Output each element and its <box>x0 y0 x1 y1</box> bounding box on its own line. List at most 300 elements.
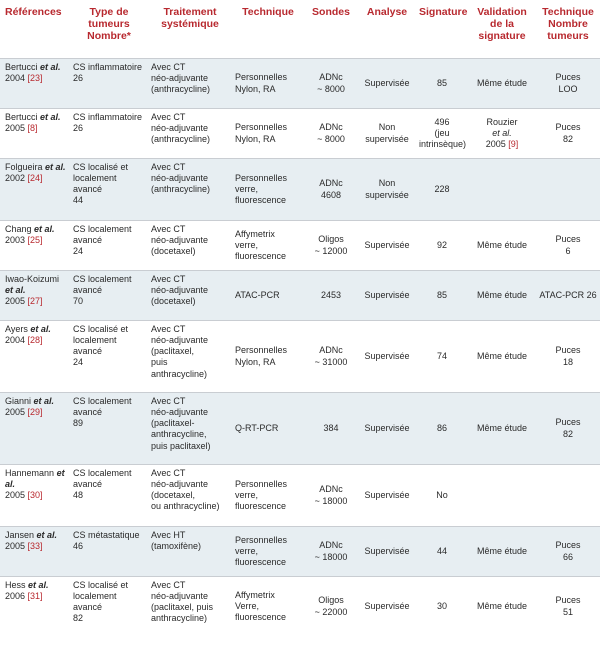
reference-etal: et al. <box>40 111 61 122</box>
tumor-line: avancé <box>73 478 103 489</box>
analysis-line: Supervisée <box>364 545 410 556</box>
tumor-line: avancé <box>73 346 103 357</box>
cell-analysis <box>358 320 416 392</box>
reference-author: Bertucci <box>5 61 38 72</box>
technique-line: verre, <box>235 545 259 556</box>
cell-probes <box>304 392 358 464</box>
reference-etal: et al. <box>40 61 61 72</box>
table-row <box>0 392 600 464</box>
treatment-line: (docetaxel) <box>151 296 196 307</box>
technique-count-line: 6 <box>565 245 571 256</box>
technique-count-line: Puces <box>555 345 581 356</box>
cell-validation <box>468 158 536 220</box>
technique-count-line: 51 <box>562 606 573 617</box>
technique-line: Affymetrix <box>235 228 275 239</box>
cell-signature <box>416 320 468 392</box>
reference-author: Ayers <box>5 323 28 334</box>
probes-line: Oligos <box>318 234 344 245</box>
reference-author: Bertucci <box>5 111 38 122</box>
reference-author-line <box>5 62 67 73</box>
treatment-line: Avec CT <box>151 395 186 406</box>
cell-treatment <box>148 58 232 108</box>
reference-citation-link[interactable]: [33] <box>27 540 43 551</box>
cell-probes <box>304 270 358 320</box>
treatment-line: néo-adjuvante <box>151 406 209 417</box>
treatment-line: Avec CT <box>151 223 186 234</box>
reference-year-line <box>5 490 67 501</box>
signature-line: (jeu <box>434 127 450 138</box>
table-row <box>0 320 600 392</box>
validation-line <box>471 128 533 139</box>
treatment-line: Avec CT <box>151 61 186 72</box>
cell-treatment <box>148 526 232 576</box>
treatment-line: néo-adjuvante <box>151 122 209 133</box>
probes-line: ~ 18000 <box>314 495 348 506</box>
reference-year: 2005 <box>5 490 26 501</box>
signature-line: 228 <box>434 183 450 194</box>
probes-line: ~ 22000 <box>314 606 348 617</box>
cell-signature <box>416 526 468 576</box>
cell-treatment <box>148 392 232 464</box>
treatment-line: (anthracycline) <box>151 184 211 195</box>
reference-year: 2005 <box>5 540 26 551</box>
technique-count-line: Puces <box>555 540 581 551</box>
header-technique: Technique <box>232 0 304 58</box>
cell-signature <box>416 108 468 158</box>
cell-validation <box>468 108 536 158</box>
table-row <box>0 464 600 526</box>
cell-treatment <box>148 220 232 270</box>
cell-tumor-type <box>70 220 148 270</box>
cell-tumor-type <box>70 158 148 220</box>
cell-validation <box>468 576 536 636</box>
tumor-line: CS localisé et <box>73 323 129 334</box>
cell-technique <box>232 464 304 526</box>
analysis-line: supervisée <box>365 133 409 144</box>
cell-reference <box>0 464 70 526</box>
technique-line: Personnelles <box>235 478 288 489</box>
cell-probes <box>304 58 358 108</box>
reference-author: Iwao-Koizumi <box>5 273 60 284</box>
cell-reference <box>0 320 70 392</box>
validation-line <box>471 290 533 301</box>
cell-signature <box>416 392 468 464</box>
reference-year-line <box>5 296 67 307</box>
analysis-line: Supervisée <box>364 489 410 500</box>
signature-line: No <box>436 489 448 500</box>
header-row <box>0 0 600 58</box>
cell-analysis <box>358 270 416 320</box>
tumor-line: avancé <box>73 602 103 613</box>
cell-reference <box>0 220 70 270</box>
validation-text: Même étude <box>476 350 528 361</box>
probes-line: ADNc <box>319 540 343 551</box>
cell-tumor-type <box>70 464 148 526</box>
header-validation: Validation de la signature <box>468 0 536 58</box>
technique-line: fluorescence <box>235 501 287 512</box>
treatment-line: (paclitaxel- <box>151 418 195 429</box>
technique-line: Personnelles <box>235 72 288 83</box>
cell-technique-count <box>536 108 600 158</box>
table-row <box>0 526 600 576</box>
technique-line: Nylon, RA <box>235 133 276 144</box>
validation-text: Même étude <box>476 601 528 612</box>
validation-line <box>471 117 533 128</box>
technique-line: Verre, <box>235 601 260 612</box>
cell-tumor-type <box>70 58 148 108</box>
cell-tumor-type <box>70 576 148 636</box>
signature-line: 496 <box>434 116 450 127</box>
reference-citation-link[interactable]: [8] <box>27 122 38 133</box>
reference-year: 2002 <box>5 172 26 183</box>
cell-validation <box>468 220 536 270</box>
header-technique-count: Technique Nombre tumeurs <box>536 0 600 58</box>
cell-technique-count <box>536 58 600 108</box>
probes-line: ~ 31000 <box>314 356 348 367</box>
treatment-line: puis paclitaxel) <box>151 440 211 451</box>
reference-year: 2004 <box>5 72 26 83</box>
reference-author-line <box>5 274 67 297</box>
reference-author-line <box>5 112 67 123</box>
technique-count-line: Puces <box>555 122 581 133</box>
probes-line: 384 <box>323 422 339 433</box>
analysis-line: Supervisée <box>364 422 410 433</box>
cell-tumor-type <box>70 108 148 158</box>
tumor-line: CS localement <box>73 223 132 234</box>
reference-etal: et al. <box>28 579 49 590</box>
signature-line: 92 <box>436 239 447 250</box>
cell-probes <box>304 220 358 270</box>
tumor-line: 26 <box>73 122 84 133</box>
cell-technique <box>232 392 304 464</box>
cell-treatment <box>148 158 232 220</box>
cell-technique <box>232 158 304 220</box>
reference-author-line <box>5 162 67 173</box>
analysis-line: Supervisée <box>364 239 410 250</box>
technique-count-line: 66 <box>562 551 573 562</box>
technique-count-line: 82 <box>562 133 573 144</box>
cell-validation <box>468 392 536 464</box>
technique-line: verre, <box>235 489 259 500</box>
cell-treatment <box>148 320 232 392</box>
analysis-line: Non <box>378 122 396 133</box>
treatment-line: Avec CT <box>151 467 186 478</box>
treatment-line: (paclitaxel, <box>151 346 195 357</box>
cell-tumor-type <box>70 270 148 320</box>
validation-text: Même étude <box>476 422 528 433</box>
cell-treatment <box>148 576 232 636</box>
technique-count-line: 18 <box>562 356 573 367</box>
validation-citation-link[interactable]: [9] <box>508 139 519 150</box>
tumor-line: 89 <box>73 418 84 429</box>
tumor-line: localement <box>73 590 117 601</box>
cell-reference <box>0 158 70 220</box>
cell-signature <box>416 576 468 636</box>
cell-tumor-type <box>70 526 148 576</box>
tumor-line: 46 <box>73 540 84 551</box>
probes-line: 4608 <box>320 189 342 200</box>
validation-text: Même étude <box>476 289 528 300</box>
cell-technique-count <box>536 526 600 576</box>
treatment-line: néo-adjuvante <box>151 590 209 601</box>
treatment-line: Avec CT <box>151 323 186 334</box>
analysis-line: supervisée <box>365 189 409 200</box>
technique-count-line: Puces <box>555 72 581 83</box>
reference-year-line <box>5 591 67 602</box>
treatment-line: Avec CT <box>151 111 186 122</box>
cell-technique-count <box>536 320 600 392</box>
treatment-line: (docetaxel) <box>151 246 196 257</box>
technique-count-line: Puces <box>555 417 581 428</box>
cell-signature <box>416 158 468 220</box>
header-treatment: Traitement systémique <box>148 0 232 58</box>
table-row <box>0 576 600 636</box>
probes-line: ADNc <box>319 122 343 133</box>
tumor-line: CS métastatique <box>73 529 140 540</box>
technique-count-line: LOO <box>558 83 578 94</box>
technique-line: Nylon, RA <box>235 83 276 94</box>
reference-year-line <box>5 541 67 552</box>
treatment-line: Avec CT <box>151 579 186 590</box>
cell-technique-count <box>536 464 600 526</box>
treatment-line: (anthracycline) <box>151 84 211 95</box>
technique-line: Personnelles <box>235 172 288 183</box>
cell-analysis <box>358 158 416 220</box>
treatment-line: néo-adjuvante <box>151 172 209 183</box>
treatment-line: anthracycline) <box>151 613 208 624</box>
analysis-line: Supervisée <box>364 289 410 300</box>
reference-author-line <box>5 468 67 491</box>
cell-technique <box>232 108 304 158</box>
cell-probes <box>304 108 358 158</box>
reference-etal: et al. <box>5 284 26 295</box>
cell-probes <box>304 464 358 526</box>
reference-citation-link[interactable]: [28] <box>27 334 43 345</box>
reference-citation-link[interactable]: [30] <box>27 490 43 501</box>
technique-line: Q-RT-PCR <box>235 422 279 433</box>
reference-year: 2003 <box>5 234 26 245</box>
reference-year: 2004 <box>5 334 26 345</box>
cell-reference <box>0 526 70 576</box>
reference-author: Hannemann <box>5 467 55 478</box>
technique-line: verre, <box>235 239 259 250</box>
treatment-line: (tamoxifène) <box>151 540 202 551</box>
cell-probes <box>304 320 358 392</box>
tumor-line: avancé <box>73 406 103 417</box>
validation-text: Même étude <box>476 77 528 88</box>
validation-text: Rouzier <box>486 116 518 127</box>
table-row <box>0 58 600 108</box>
reference-author-line <box>5 324 67 335</box>
cell-treatment <box>148 270 232 320</box>
cell-technique <box>232 576 304 636</box>
tumor-line: avancé <box>73 234 103 245</box>
table-row <box>0 108 600 158</box>
validation-text: et al. <box>492 127 512 138</box>
cell-validation <box>468 270 536 320</box>
probes-line: ADNc <box>319 72 343 83</box>
validation-text: Même étude <box>476 239 528 250</box>
probes-line: Oligos <box>318 595 344 606</box>
tumor-line: 48 <box>73 490 84 501</box>
tumor-line: CS localement <box>73 395 132 406</box>
cell-probes <box>304 526 358 576</box>
reference-etal: et al. <box>36 529 58 540</box>
signature-line: 85 <box>436 289 447 300</box>
cell-treatment <box>148 464 232 526</box>
tumor-line: 26 <box>73 72 84 83</box>
cell-technique <box>232 220 304 270</box>
cell-technique <box>232 58 304 108</box>
cell-reference <box>0 576 70 636</box>
tumor-line: avancé <box>73 184 103 195</box>
technique-count-line: ATAC-PCR 26 <box>539 289 597 300</box>
reference-author: Jansen <box>5 529 35 540</box>
cell-validation <box>468 464 536 526</box>
header-probes: Sondes <box>304 0 358 58</box>
reference-year: 2006 <box>5 590 26 601</box>
reference-year-line <box>5 407 67 418</box>
treatment-line: néo-adjuvante <box>151 72 209 83</box>
cell-technique <box>232 270 304 320</box>
cell-tumor-type <box>70 392 148 464</box>
header-references: Références <box>0 0 70 58</box>
reference-etal: et al. <box>33 395 55 406</box>
tumor-line: CS inflammatoire <box>73 61 143 72</box>
validation-line <box>471 546 533 557</box>
table-body <box>0 58 600 636</box>
analysis-line: Supervisée <box>364 350 410 361</box>
tumor-line: 70 <box>73 296 84 307</box>
tumor-line: CS localement <box>73 273 132 284</box>
reference-year-line <box>5 173 67 184</box>
tumor-line: localement <box>73 334 117 345</box>
cell-signature <box>416 464 468 526</box>
technique-line: fluorescence <box>235 251 287 262</box>
treatment-line: ou anthracycline) <box>151 501 220 512</box>
probes-line: ADNc <box>319 178 343 189</box>
header-tumor-type: Type de tumeurs Nombre* <box>70 0 148 58</box>
validation-text: 2005 <box>485 139 506 150</box>
cell-signature <box>416 220 468 270</box>
technique-line: Personnelles <box>235 122 288 133</box>
cell-analysis <box>358 108 416 158</box>
validation-line <box>471 351 533 362</box>
signature-line: 74 <box>436 350 447 361</box>
reference-author: Hess <box>5 579 26 590</box>
cell-technique-count <box>536 392 600 464</box>
analysis-line: Supervisée <box>364 77 410 88</box>
reference-year-line <box>5 123 67 134</box>
signature-line: 85 <box>436 77 447 88</box>
technique-line: Personnelles <box>235 345 288 356</box>
cell-technique-count <box>536 270 600 320</box>
technique-line: fluorescence <box>235 195 287 206</box>
technique-line: ATAC-PCR <box>235 289 280 300</box>
treatment-line: néo-adjuvante <box>151 478 209 489</box>
cell-analysis <box>358 58 416 108</box>
reference-author-line <box>5 580 67 591</box>
cell-analysis <box>358 576 416 636</box>
reference-author: Gianni <box>5 395 32 406</box>
cell-signature <box>416 58 468 108</box>
treatment-line: néo-adjuvante <box>151 234 209 245</box>
tumor-line: CS localisé et <box>73 579 129 590</box>
cell-validation <box>468 526 536 576</box>
reference-citation-link[interactable]: [29] <box>27 406 43 417</box>
signature-line: 30 <box>436 601 447 612</box>
reference-citation-link[interactable]: [27] <box>27 296 43 307</box>
tumor-line: 24 <box>73 246 84 257</box>
cell-analysis <box>358 464 416 526</box>
reference-citation-link[interactable]: [25] <box>27 234 43 245</box>
reference-etal: et al. <box>34 223 55 234</box>
table-row <box>0 220 600 270</box>
cell-reference <box>0 108 70 158</box>
cell-technique-count <box>536 220 600 270</box>
reference-etal: et al. <box>5 467 65 489</box>
reference-citation-link[interactable]: [24] <box>27 172 43 183</box>
tumor-line: 24 <box>73 357 84 368</box>
probes-line: ~ 12000 <box>314 245 348 256</box>
reference-year-line <box>5 235 67 246</box>
cell-technique-count <box>536 158 600 220</box>
technique-line: Personnelles <box>235 534 288 545</box>
cell-analysis <box>358 392 416 464</box>
reference-year: 2005 <box>5 122 26 133</box>
tumor-line: avancé <box>73 284 103 295</box>
cell-technique <box>232 526 304 576</box>
technique-line: fluorescence <box>235 557 287 568</box>
validation-line <box>471 601 533 612</box>
treatment-line: Avec CT <box>151 161 186 172</box>
validation-line <box>471 139 533 150</box>
cell-analysis <box>358 220 416 270</box>
treatment-line: anthracycline) <box>151 368 208 379</box>
analysis-line: Non <box>378 178 396 189</box>
tumor-line: 82 <box>73 613 84 624</box>
reference-citation-link[interactable]: [23] <box>27 72 43 83</box>
tumor-line: 44 <box>73 195 84 206</box>
reference-year: 2005 <box>5 406 26 417</box>
cell-analysis <box>358 526 416 576</box>
treatment-line: (docetaxel, <box>151 490 196 501</box>
analysis-line: Supervisée <box>364 601 410 612</box>
treatment-line: (paclitaxel, puis <box>151 602 214 613</box>
table-row <box>0 270 600 320</box>
technique-line: Affymetrix <box>235 589 275 600</box>
reference-author: Chang <box>5 223 32 234</box>
reference-year-line <box>5 335 67 346</box>
signature-line: 44 <box>436 545 447 556</box>
treatment-line: Avec CT <box>151 273 186 284</box>
signature-line: 86 <box>436 422 447 433</box>
reference-citation-link[interactable]: [31] <box>27 590 43 601</box>
cell-reference <box>0 392 70 464</box>
probes-line: ~ 8000 <box>317 83 345 94</box>
cell-validation <box>468 320 536 392</box>
header-signature: Signature <box>416 0 468 58</box>
probes-line: ADNc <box>319 345 343 356</box>
cell-signature <box>416 270 468 320</box>
technique-line: fluorescence <box>235 612 287 623</box>
treatment-line: anthracycline, <box>151 429 207 440</box>
tumor-line: CS localisé et <box>73 161 129 172</box>
tumor-line: localement <box>73 172 117 183</box>
cell-technique-count <box>536 576 600 636</box>
treatment-line: Avec HT <box>151 529 186 540</box>
validation-line <box>471 423 533 434</box>
